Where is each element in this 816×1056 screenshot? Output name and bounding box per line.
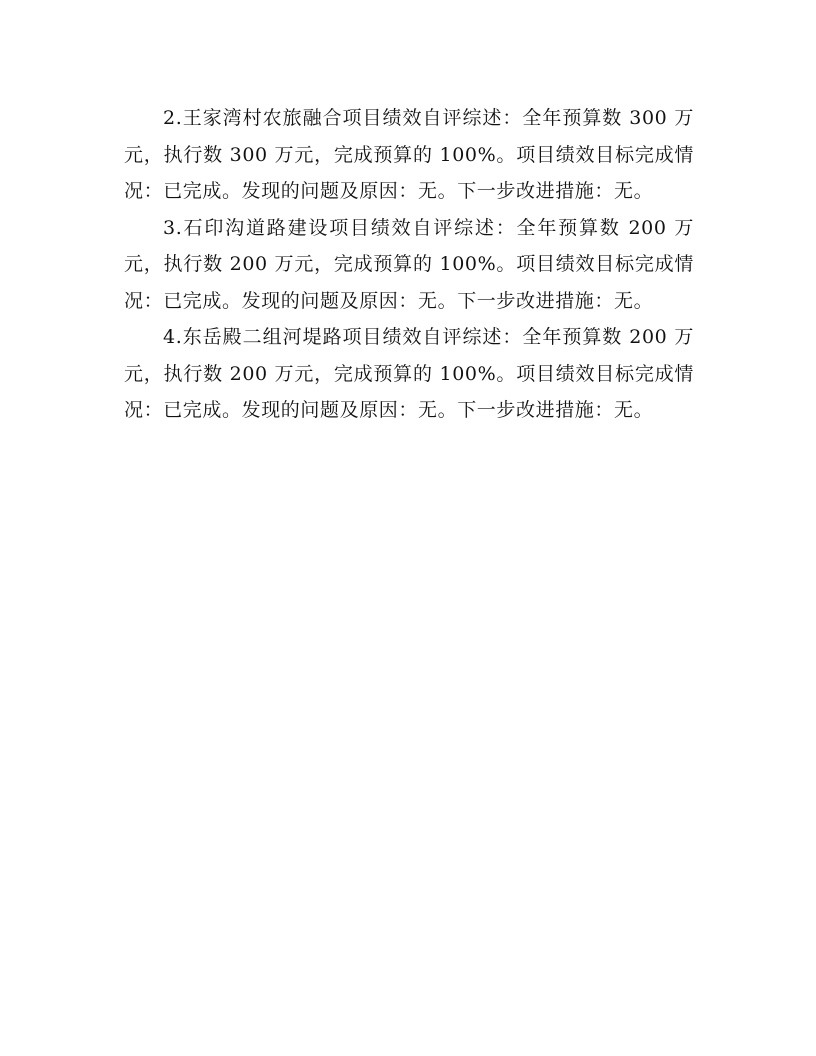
paragraph-item-3: 3.石印沟道路建设项目绩效自评综述：全年预算数 200 万元，执行数 200 万元，完成预算的 100%。项目绩效目标完成情况：已完成。发现的问题及原因：无。下一步改进措施：无。: [124, 216, 694, 312]
paragraph-item-2: 2.王家湾村农旅融合项目绩效自评综述：全年预算数 300 万元，执行数 300 万元，完成预算的 100%。项目绩效目标完成情况：已完成。发现的问题及原因：无。下一步改进措施：无。: [124, 107, 694, 202]
document-body: [124, 100, 694, 429]
paragraph-item-4: 4.东岳殿二组河堤路项目绩效自评综述：全年预算数 200 万元，执行数 200 万元，完成预算的 100%。项目绩效目标完成情况：已完成。发现的问题及原因：无。下一步改进措施：无。: [124, 326, 694, 421]
